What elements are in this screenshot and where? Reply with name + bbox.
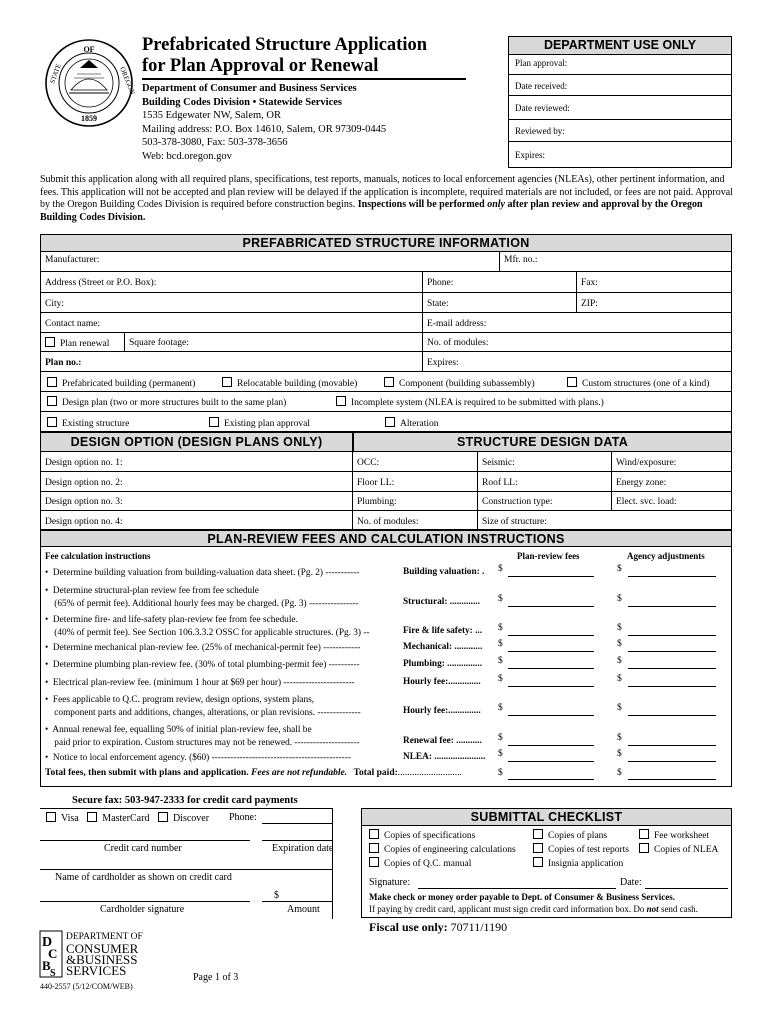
fiscal-value: 70711/1190 xyxy=(450,920,508,934)
floor-ll-label: Floor LL: xyxy=(357,478,395,488)
svg-text:C: C xyxy=(48,946,58,961)
agency-dollar-5: $ xyxy=(617,656,622,666)
fee-instruction-7: • Fees applicable to Q.C. program review, design options, system plans, component parts and additions, changes, alterations, or plan revisions. -------------- xyxy=(45,695,361,718)
fees-header: PLAN-REVIEW FEES AND CALCULATION INSTRUCTIONS xyxy=(40,530,732,547)
svg-text:D: D xyxy=(42,935,53,950)
checklist-checkbox[interactable] xyxy=(639,843,649,853)
checklist-item-1-1[interactable] xyxy=(369,829,475,841)
visa-checkbox[interactable] xyxy=(46,812,56,822)
checklist-checkbox[interactable] xyxy=(533,829,543,839)
fee-label-1: Building valuation: . xyxy=(403,567,485,577)
svg-text:1859: 1859 xyxy=(81,114,97,123)
zip-field[interactable] xyxy=(577,293,732,313)
checklist-item-1-2[interactable] xyxy=(533,829,607,841)
city-label: City: xyxy=(45,299,65,309)
expires-info-field[interactable] xyxy=(423,352,732,372)
intro-bold-2: after plan review and approval by the Oregon Building Codes Division. xyxy=(40,199,703,223)
phone-field[interactable] xyxy=(423,272,577,293)
type-relocatable-label: Relocatable building (movable) xyxy=(237,379,358,389)
elect-svc-load-label: Elect. svc. load: xyxy=(616,497,677,507)
manufacturer-field[interactable] xyxy=(40,252,500,272)
size-of-structure-label: Size of structure: xyxy=(482,517,547,527)
square-footage-label: Square footage: xyxy=(129,338,189,348)
design-option-3[interactable] xyxy=(40,492,353,511)
address-label: Address (Street or P.O. Box): xyxy=(45,278,157,288)
visa-label: Visa xyxy=(61,813,79,824)
checklist-label: Copies of NLEA xyxy=(654,845,719,855)
roof-ll-label: Roof LL: xyxy=(482,478,518,488)
existing-structure-label: Existing structure xyxy=(62,419,130,429)
discover-label: Discover xyxy=(172,813,210,824)
fee-dollar-5: $ xyxy=(498,656,503,666)
mastercard-checkbox[interactable] xyxy=(87,812,97,822)
svg-text:B: B xyxy=(42,958,51,973)
design-option-2[interactable] xyxy=(40,472,353,492)
expiration-input[interactable] xyxy=(262,840,332,841)
page-number: Page 1 of 3 xyxy=(193,972,239,983)
address-field[interactable] xyxy=(40,272,423,293)
total-plan-fee-input[interactable] xyxy=(508,779,594,780)
email-label: E-mail address: xyxy=(427,319,487,329)
existing-structure-checkbox[interactable] xyxy=(47,417,57,427)
seismic-field[interactable] xyxy=(478,452,612,472)
agency-dollar-6: $ xyxy=(617,674,622,684)
agency-input-4[interactable] xyxy=(628,651,716,652)
roof-ll-field[interactable] xyxy=(478,472,612,492)
plan-fee-input-1[interactable] xyxy=(508,576,594,577)
svg-text:OF: OF xyxy=(83,45,95,54)
existing-plan-approval-checkbox[interactable] xyxy=(209,417,219,427)
cc-note-1: If paying by credit card, applicant must sign credit card information box. Do xyxy=(369,904,645,914)
logo-line-4: SERVICES xyxy=(66,963,127,978)
svg-text:OREGON: OREGON xyxy=(118,65,137,96)
oregon-state-seal xyxy=(44,38,137,128)
type-custom-label: Custom structures (one of a kind) xyxy=(582,379,710,389)
fee-label-3: Fire & life safety: ... xyxy=(403,626,483,636)
construction-type-field[interactable] xyxy=(478,492,612,511)
elect-svc-load-field[interactable] xyxy=(612,492,732,511)
checklist-checkbox[interactable] xyxy=(533,843,543,853)
design-option-4[interactable] xyxy=(40,511,353,530)
fee-instruction-1: • Determine building valuation from building-valuation data sheet. (Pg. 2) ----------- xyxy=(45,568,360,578)
checklist-label: Copies of test reports xyxy=(548,845,630,855)
existing-plan-approval-option[interactable] xyxy=(209,417,310,429)
dept-address: 1535 Edgewater NW, Salem, OR xyxy=(142,110,282,121)
design-option-1[interactable] xyxy=(40,452,353,472)
logo-line-1: DEPARTMENT OF xyxy=(66,932,143,942)
dept-mailing: Mailing address: P.O. Box 14610, Salem, OR 97309-0445 xyxy=(142,123,387,135)
plan-renewal-label: Plan renewal xyxy=(60,339,110,349)
cc-note-not: not xyxy=(646,904,659,914)
mastercard-label: MasterCard xyxy=(102,813,150,824)
alteration-label: Alteration xyxy=(400,419,439,429)
department-info xyxy=(142,82,386,163)
checklist-checkbox[interactable] xyxy=(369,843,379,853)
agency-dollar-9: $ xyxy=(617,749,622,759)
state-field[interactable] xyxy=(423,293,577,313)
fee-label-4: Mechanical: ............ xyxy=(403,642,483,652)
fee-label-8: Renewal fee: ........... xyxy=(403,736,482,746)
incomplete-system-checkbox[interactable] xyxy=(336,396,346,406)
plan-fee-input-9[interactable] xyxy=(508,761,594,762)
cardholder-name-label: Name of cardholder as shown on credit card xyxy=(55,872,232,883)
plan-fee-input-2[interactable] xyxy=(508,606,594,607)
size-of-structure-field[interactable] xyxy=(478,511,732,530)
checklist-item-2-3[interactable] xyxy=(639,843,718,855)
checklist-label: Fee worksheet xyxy=(654,831,710,841)
fee-instructions-label: Fee calculation instructions xyxy=(45,551,151,561)
fee-instruction-8: • Annual renewal fee, equalling 50% of initial plan-review fee, shall be paid prior to expiration. Custom structures may not be renewed. --------------------- xyxy=(45,725,360,748)
contact-name-field[interactable] xyxy=(40,313,423,333)
construction-type-label: Construction type: xyxy=(482,497,553,507)
agency-dollar-2: $ xyxy=(617,594,622,604)
energy-zone-label: Energy zone: xyxy=(616,478,667,488)
fee-instruction-4: • Determine mechanical plan-review fee. (25% of mechanical-permit fee) ------------ xyxy=(45,643,361,653)
fee-instruction-5: • Determine plumbing plan-review fee. (30% of total plumbing-permit fee) ---------- xyxy=(45,660,360,670)
department-use-box xyxy=(508,36,732,168)
plan-renewal-cell[interactable] xyxy=(40,333,125,352)
intro-only: only xyxy=(487,199,505,210)
intro-bold-1: Inspections will be performed xyxy=(357,199,485,210)
plumbing-label: Plumbing: xyxy=(357,497,397,507)
total-agency-input[interactable] xyxy=(628,779,716,780)
agency-input-6[interactable] xyxy=(628,686,716,687)
type-component-label: Component (building subassembly) xyxy=(399,379,535,389)
amount-dollar: $ xyxy=(274,890,279,901)
intro-paragraph xyxy=(40,174,734,224)
total-italic: Fees are not refundable. xyxy=(251,768,348,778)
type-component-option[interactable] xyxy=(384,377,535,389)
type-prefab-checkbox[interactable] xyxy=(47,377,57,387)
checklist-checkbox[interactable] xyxy=(369,829,379,839)
checklist-header: SUBMITTAL CHECKLIST xyxy=(361,808,732,826)
fax-label: Fax: xyxy=(581,278,598,288)
payment-phone-input[interactable] xyxy=(262,823,332,824)
type-relocatable-checkbox[interactable] xyxy=(222,377,232,387)
prefab-info-header: PREFABRICATED STRUCTURE INFORMATION xyxy=(40,234,732,252)
plan-approval-field[interactable]: Plan approval: xyxy=(509,54,731,75)
cc-number-label: Credit card number xyxy=(104,843,182,854)
plan-review-fees-col: Plan-review fees xyxy=(517,551,580,561)
fee-dollar-6: $ xyxy=(498,674,503,684)
occ-label: OCC: xyxy=(357,458,380,468)
fee-label-5: Plumbing: ............... xyxy=(403,659,483,669)
checklist-item-1-3[interactable] xyxy=(639,829,709,841)
existing-plan-approval-label: Existing plan approval xyxy=(224,419,311,429)
fee-dollar-3: $ xyxy=(498,623,503,633)
expiration-label: Expiration date xyxy=(272,843,334,854)
cc-number-input[interactable] xyxy=(40,840,250,841)
checklist-label: Copies of Q.C. manual xyxy=(384,859,472,869)
type-custom-checkbox[interactable] xyxy=(567,377,577,387)
logo-line-2: CONSUMER xyxy=(66,941,139,956)
total-paid-label: Total paid: xyxy=(353,768,398,778)
plan-fee-input-6[interactable] xyxy=(508,686,594,687)
fee-instruction-6: • Electrical plan-review fee. (minimum 1 hour at $69 per hour) ----------------------- xyxy=(45,678,355,688)
state-label: State: xyxy=(427,299,449,309)
agency-input-5[interactable] xyxy=(628,668,716,669)
total-text: Total fees, then submit with plans and application. xyxy=(45,768,249,778)
card-type-row xyxy=(46,812,209,824)
dept-web: Web: bcd.oregon.gov xyxy=(142,150,232,162)
contact-name-label: Contact name: xyxy=(45,319,101,329)
title-rule xyxy=(142,78,466,80)
fee-dollar-9: $ xyxy=(498,749,503,759)
plan-no-field[interactable] xyxy=(40,352,423,372)
agency-dollar-8: $ xyxy=(617,733,622,743)
design-option-2-label: Design option no. 2: xyxy=(45,478,123,488)
agency-adjustments-col: Agency adjustments xyxy=(627,551,705,561)
fee-instruction-2: • Determine structural-plan review fee from fee schedule (65% of permit fee). Additional hourly fees may be charged. (Pg. 3) ---------------- xyxy=(45,586,359,609)
design-option-1-label: Design option no. 1: xyxy=(45,458,123,468)
checklist-label: Copies of engineering calculations xyxy=(384,845,516,855)
cc-note-2: send cash. xyxy=(660,904,698,914)
email-field[interactable] xyxy=(423,313,732,333)
intro-text: Submit this application along with all required plans, specifications, test reports, manuals, notices to local enforcement agencies (NLEAs), other pertinent information, and fees. This application will not be accepted and plan review will be delayed if the application is incomplete, required materials are not included, or fees are not paid. Approval by the Oregon Building Codes Division is required before construction begins. xyxy=(40,174,733,210)
agency-input-2[interactable] xyxy=(628,606,716,607)
visa-option[interactable] xyxy=(46,813,79,824)
checklist-checkbox[interactable] xyxy=(533,857,543,867)
plan-fee-input-7[interactable] xyxy=(508,715,594,716)
phone-label: Phone: xyxy=(427,278,454,288)
dept-phone: 503-378-3080, Fax: 503-378-3656 xyxy=(142,137,288,148)
type-relocatable-option[interactable] xyxy=(222,377,357,389)
wind-exposure-label: Wind/exposure: xyxy=(616,458,677,468)
plan-fee-input-4[interactable] xyxy=(508,651,594,652)
expires-field[interactable]: Expires: xyxy=(515,150,545,160)
design-option-3-label: Design option no. 3: xyxy=(45,497,123,507)
incomplete-system-label: Incomplete system (NLEA is required to be submitted with plans.) xyxy=(351,398,604,408)
date-reviewed-field[interactable]: Date reviewed: xyxy=(509,96,731,120)
plan-fee-input-8[interactable] xyxy=(508,745,594,746)
payment-box xyxy=(40,808,333,919)
alteration-option[interactable] xyxy=(385,417,439,429)
incomplete-system-option[interactable] xyxy=(336,396,604,408)
svg-text:STATE: STATE xyxy=(48,62,63,85)
checklist-signature-input[interactable] xyxy=(418,888,616,889)
agency-input-1[interactable] xyxy=(628,576,716,577)
fee-dollar-1: $ xyxy=(498,564,503,574)
reviewed-by-field[interactable]: Reviewed by: xyxy=(509,120,731,142)
checklist-label: Copies of plans xyxy=(548,831,608,841)
expires-info-label: Expires: xyxy=(427,358,459,368)
fee-dollar-7: $ xyxy=(498,703,503,713)
mfr-no-label: Mfr. no.: xyxy=(504,255,538,265)
plan-fee-input-5[interactable] xyxy=(508,668,594,669)
amount-label: Amount xyxy=(287,904,320,915)
dcbs-logo xyxy=(39,930,159,980)
cc-note xyxy=(369,904,698,914)
fiscal-use xyxy=(369,920,507,935)
checklist-item-2-1[interactable] xyxy=(369,843,516,855)
checklist-label: Copies of specifications xyxy=(384,831,476,841)
payment-phone-label: Phone: xyxy=(229,812,257,823)
plan-renewal-checkbox[interactable] xyxy=(45,337,55,347)
date-received-field[interactable]: Date received: xyxy=(509,75,731,96)
fee-dollar-2: $ xyxy=(498,594,503,604)
type-prefab-label: Prefabricated building (permanent) xyxy=(62,379,196,389)
agency-input-3[interactable] xyxy=(628,635,716,636)
square-footage-field[interactable] xyxy=(125,333,423,352)
fee-label-6: Hourly fee:.............. xyxy=(403,677,481,687)
discover-checkbox[interactable] xyxy=(158,812,168,822)
type-component-checkbox[interactable] xyxy=(384,377,394,387)
wind-exposure-field[interactable] xyxy=(612,452,732,472)
checklist-signature-label: Signature: xyxy=(369,877,411,888)
checklist-checkbox[interactable] xyxy=(639,829,649,839)
alteration-checkbox[interactable] xyxy=(385,417,395,427)
manufacturer-label: Manufacturer: xyxy=(45,255,100,265)
agency-dollar-4: $ xyxy=(617,639,622,649)
mfr-no-field[interactable] xyxy=(500,252,732,272)
dcbs-monogram-icon xyxy=(39,930,65,978)
checklist-label: Insignia application xyxy=(548,859,624,869)
signature-input[interactable] xyxy=(40,901,250,902)
dept-name: Department of Consumer and Business Services xyxy=(142,83,357,94)
design-plan-label: Design plan (two or more structures built to the same plan) xyxy=(62,398,287,408)
zip-label: ZIP: xyxy=(581,299,598,309)
city-field[interactable] xyxy=(40,293,423,313)
plan-no-label: Plan no.: xyxy=(45,358,82,368)
cardholder-name-input[interactable] xyxy=(40,869,332,870)
fee-dollar-4: $ xyxy=(498,639,503,649)
agency-input-8[interactable] xyxy=(628,745,716,746)
checklist-item-2-2[interactable] xyxy=(533,843,629,855)
logo-line-3: &BUSINESS xyxy=(66,952,138,967)
total-dollar: $ xyxy=(498,768,503,778)
plumbing-field[interactable] xyxy=(353,492,478,511)
dept-division: Building Codes Division • Statewide Services xyxy=(142,96,342,108)
fax-field[interactable] xyxy=(577,272,732,293)
cardholder-signature-label: Cardholder signature xyxy=(100,904,185,915)
seismic-label: Seismic: xyxy=(482,458,515,468)
amount-input[interactable] xyxy=(262,901,332,902)
agency-input-9[interactable] xyxy=(628,761,716,762)
design-plan-checkbox[interactable] xyxy=(47,396,57,406)
form-number: 440-2557 (5/12/COM/WEB) xyxy=(40,982,133,991)
design-option-header: DESIGN OPTION (DESIGN PLANS ONLY) xyxy=(40,432,353,452)
agency-input-7[interactable] xyxy=(628,715,716,716)
title-line-1: Prefabricated Structure Application xyxy=(142,35,428,55)
plan-fee-input-3[interactable] xyxy=(508,635,594,636)
agency-dollar-3: $ xyxy=(617,623,622,633)
discover-option[interactable] xyxy=(158,813,209,824)
agency-dollar-7: $ xyxy=(617,703,622,713)
title-line-2: for Plan Approval or Renewal xyxy=(142,56,379,76)
fee-label-9: NLEA: ...................... xyxy=(403,752,486,762)
fee-label-7: Hourly fee:.............. xyxy=(403,706,481,716)
design-plan-option[interactable] xyxy=(47,396,286,408)
fee-label-2: Structural: ............. xyxy=(403,597,480,607)
payable-note: Make check or money order payable to Dept. of Consumer & Business Services. xyxy=(369,892,675,902)
floor-ll-field[interactable] xyxy=(353,472,478,492)
fee-dollar-8: $ xyxy=(498,733,503,743)
energy-zone-field[interactable] xyxy=(612,472,732,492)
mastercard-option[interactable] xyxy=(87,813,149,824)
occ-field[interactable] xyxy=(353,452,478,472)
modules-label: No. of modules: xyxy=(427,338,489,348)
design-option-4-label: Design option no. 4: xyxy=(45,517,123,527)
fee-total-row: Total fees, then submit with plans and application. Fees are not refundable. Total paid:........................... xyxy=(45,768,462,778)
type-prefab-option[interactable] xyxy=(47,377,195,389)
structure-type-row xyxy=(40,372,732,392)
structure-design-header: STRUCTURE DESIGN DATA xyxy=(353,432,732,452)
existing-structure-option[interactable] xyxy=(47,417,129,429)
existing-row xyxy=(40,412,732,432)
modules-field[interactable] xyxy=(423,333,732,352)
checklist-checkbox[interactable] xyxy=(369,857,379,867)
checklist-item-3-1[interactable] xyxy=(369,857,471,869)
design-plan-row xyxy=(40,392,732,412)
form-title xyxy=(142,35,427,77)
no-of-modules-label: No. of modules: xyxy=(357,517,419,527)
total-agency-dollar: $ xyxy=(617,768,622,778)
department-use-header: DEPARTMENT USE ONLY xyxy=(509,37,731,55)
checklist-date-input[interactable] xyxy=(645,888,728,889)
no-of-modules-field[interactable] xyxy=(353,511,478,530)
svg-text:S: S xyxy=(50,968,56,979)
type-custom-option[interactable] xyxy=(567,377,709,389)
fiscal-label: Fiscal use only: xyxy=(369,920,448,934)
fee-instruction-3: • Determine fire- and life-safety plan-review fee from fee schedule. (40% of permit fee). See Section 106.3.3.2 OSSC for applicable structures. (Pg. 3) -- xyxy=(45,615,370,638)
checklist-item-3-2[interactable] xyxy=(533,857,623,869)
checklist-date-label: Date: xyxy=(620,877,642,888)
agency-dollar-1: $ xyxy=(617,564,622,574)
secure-fax: Secure fax: 503-947-2333 for credit card payments xyxy=(72,795,298,806)
fee-instruction-9: • Notice to local enforcement agency. ($60) --------------------------------------------- xyxy=(45,753,351,763)
